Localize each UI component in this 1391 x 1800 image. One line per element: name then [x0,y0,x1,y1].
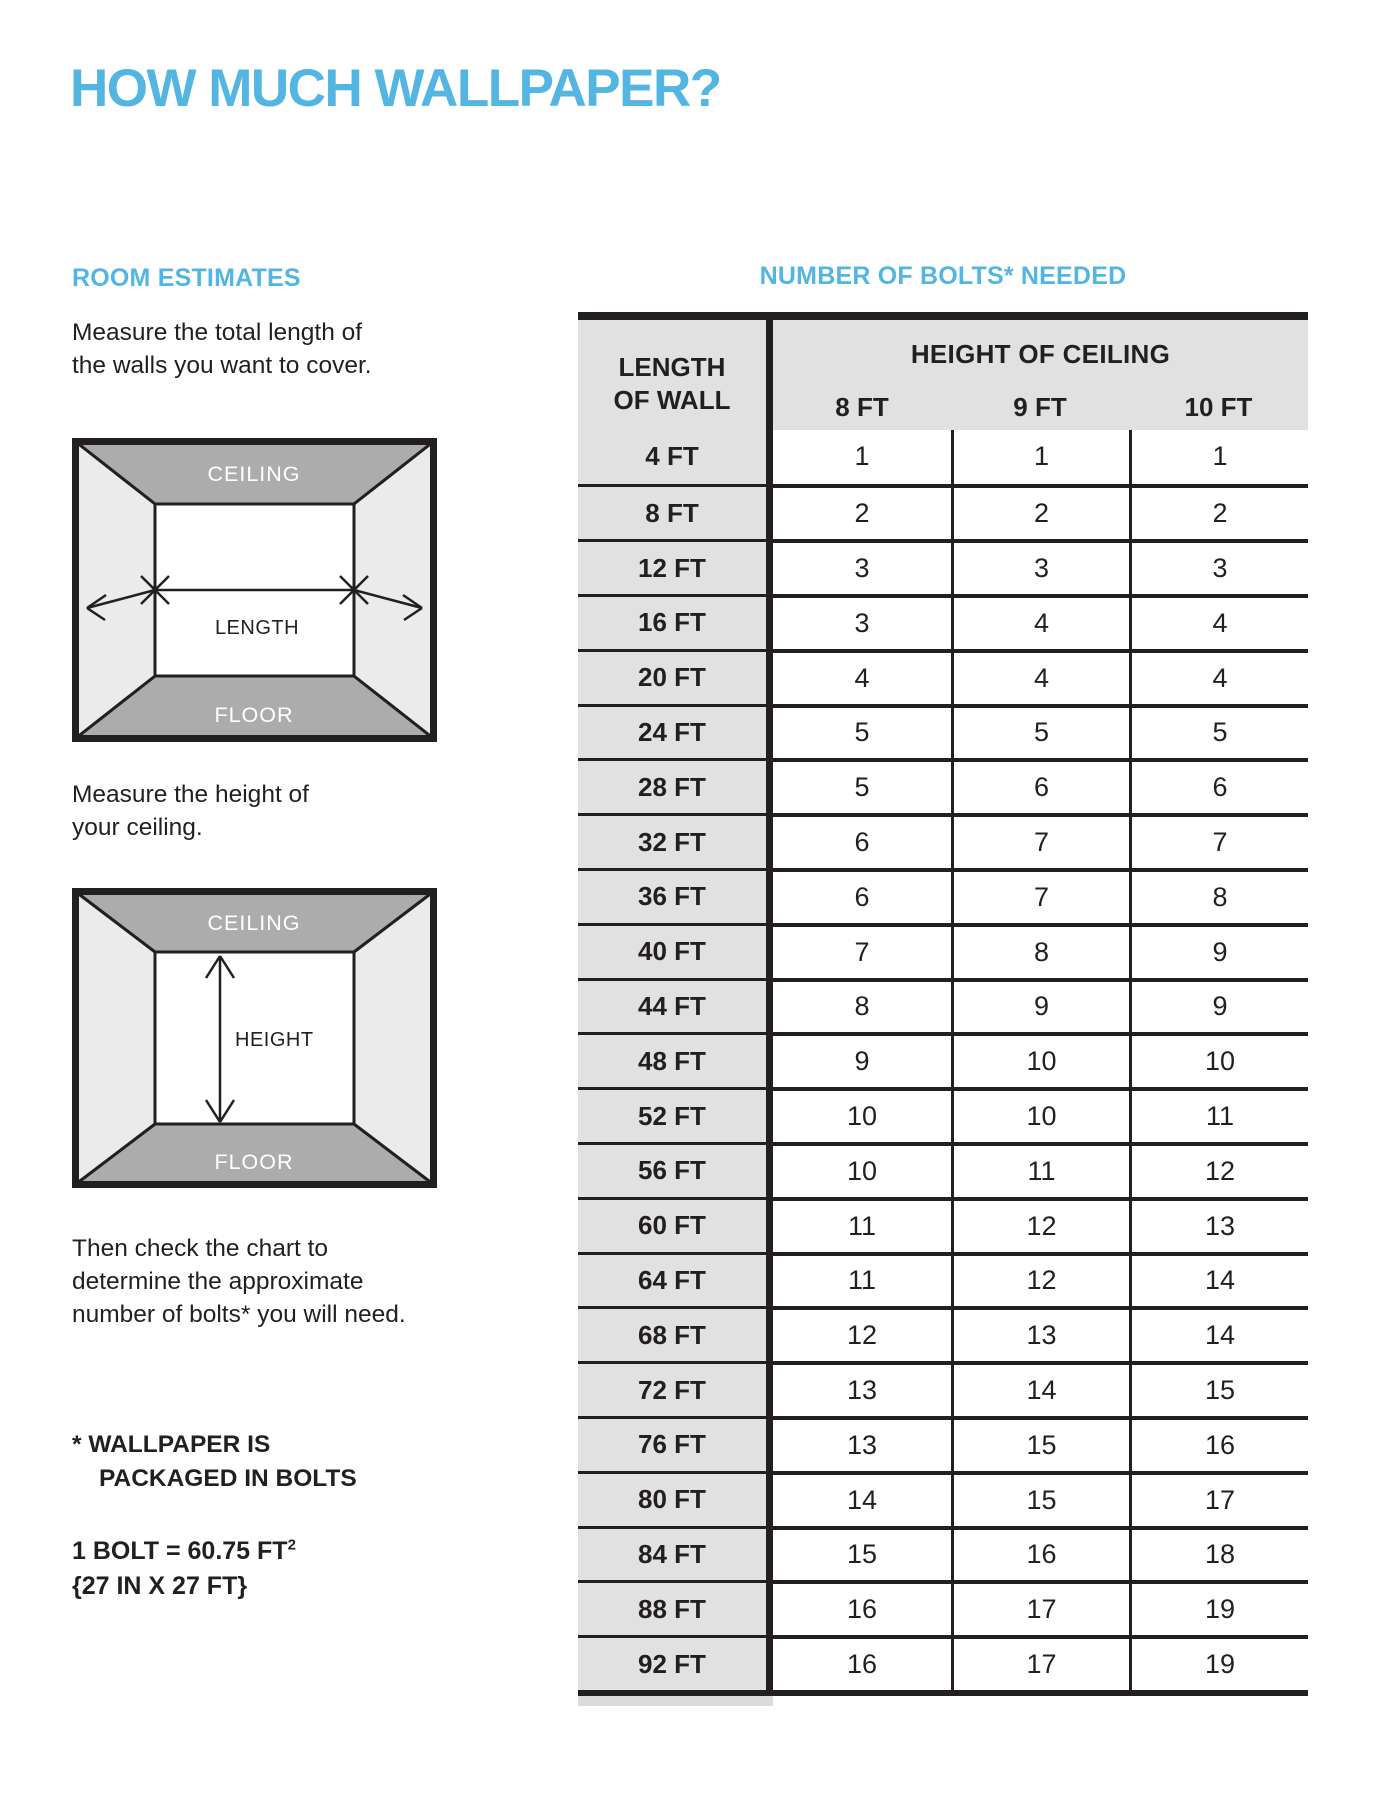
page-title: HOW MUCH WALLPAPER? [70,59,721,118]
bolts-value-cell: 5 [773,758,951,813]
length-cell: 56 FT [578,1142,773,1197]
paragraph-check-chart [72,1232,406,1331]
length-cell: 52 FT [578,1087,773,1142]
bolts-value-cell: 5 [951,704,1129,759]
paragraph-measure-height [72,778,309,844]
bolts-value-cell: 3 [773,594,951,649]
bolts-value-cell: 13 [773,1416,951,1471]
bolts-value-cell: 16 [1129,1416,1308,1471]
length-cell: 84 FT [578,1526,773,1581]
bolts-value-cell: 10 [773,1087,951,1142]
length-cell: 8 FT [578,484,773,539]
bolt-spec-line: 1 BOLT = 60.75 $FT^2$ [72,1537,296,1566]
bolts-value-cell: 4 [951,649,1129,704]
bolts-value-cell: 11 [773,1197,951,1252]
bolts-value-cell: 4 [951,594,1129,649]
length-cell: 4 FT [578,430,773,485]
height-label: HEIGHT [235,1029,314,1051]
ceiling-label: CEILING [207,911,301,935]
bolts-value-cell: 7 [773,923,951,978]
length-cell: 68 FT [578,1306,773,1361]
bolts-value-cell: 17 [1129,1471,1308,1526]
footnote-line: PACKAGED IN BOLTS [99,1465,357,1492]
bolts-value-cell: 8 [951,923,1129,978]
bolts-value-cell: 15 [1129,1361,1308,1416]
bolts-value-cell: 12 [951,1252,1129,1307]
bolts-value-cell: 12 [951,1197,1129,1252]
floor-label: FLOOR [214,1150,294,1174]
length-cell: 72 FT [578,1361,773,1416]
length-cell: 92 FT [578,1635,773,1690]
bolts-value-cell: 14 [1129,1306,1308,1361]
bolts-value-cell: 8 [1129,868,1308,923]
length-cell: 40 FT [578,923,773,978]
length-cell: 60 FT [578,1197,773,1252]
ceiling-height-diagram [72,888,437,1188]
bolts-value-cell: 19 [1129,1635,1308,1690]
bolts-value-cell: 4 [773,649,951,704]
length-cell: 32 FT [578,813,773,868]
header-line: OF WALL [613,385,731,415]
bolts-value-cell: 1 [951,430,1129,485]
bolts-value-cell: 6 [773,813,951,868]
bolts-value-cell: 10 [1129,1032,1308,1087]
bolts-value-cell: 3 [773,539,951,594]
bolts-value-cell: 15 [951,1471,1129,1526]
header-line: LENGTH [618,352,726,382]
bolts-value-cell: 12 [1129,1142,1308,1197]
bolts-value-cell: 6 [951,758,1129,813]
footnote-line: * WALLPAPER IS [72,1431,271,1458]
bolts-value-cell: 13 [951,1306,1129,1361]
bolts-value-cell: 6 [773,868,951,923]
wallpaper-bolts-footnote [72,1428,357,1496]
bolts-value-cell: 13 [1129,1197,1308,1252]
bolts-value-cell: 7 [951,868,1129,923]
bolts-value-cell: 10 [773,1142,951,1197]
ceiling-label: CEILING [207,462,301,486]
bolts-value-cell: 16 [773,1580,951,1635]
length-cell: 20 FT [578,649,773,704]
bolts-value-cell: 7 [951,813,1129,868]
paragraph-line: number of bolts* you will need. [72,1301,406,1328]
bolts-value-cell: 3 [951,539,1129,594]
bolts-value-cell: 6 [1129,758,1308,813]
column-header-10ft: 10 FT [1129,375,1308,437]
length-cell: 80 FT [578,1471,773,1526]
bolts-value-cell: 5 [773,704,951,759]
bolts-table [578,312,1308,1696]
bolts-value-cell: 7 [1129,813,1308,868]
bolts-value-cell: 2 [773,484,951,539]
bolts-value-cell: 8 [773,978,951,1033]
bolts-value-cell: 14 [773,1471,951,1526]
room-length-diagram [72,438,437,742]
bolts-value-cell: 10 [951,1032,1129,1087]
length-cell: 24 FT [578,704,773,759]
bolts-value-cell: 2 [951,484,1129,539]
bolts-value-cell: 1 [773,430,951,485]
length-cell: 76 FT [578,1416,773,1471]
paragraph-line: the walls you want to cover. [72,352,372,379]
bolts-value-cell: 4 [1129,649,1308,704]
length-cell: 64 FT [578,1252,773,1307]
bolts-value-cell: 5 [1129,704,1308,759]
superscript-two: 2 [287,1537,296,1554]
bolts-value-cell: 9 [1129,923,1308,978]
length-cell: 36 FT [578,868,773,923]
length-cell: 16 FT [578,594,773,649]
paragraph-line: Then check the chart to [72,1235,329,1262]
bolts-value-cell: 1 [1129,430,1308,485]
bolts-value-cell: 12 [773,1306,951,1361]
bolts-value-cell: 11 [951,1142,1129,1197]
section-heading-room-estimates: ROOM ESTIMATES [72,264,301,292]
column-header-9ft: 9 FT [951,375,1129,437]
bolts-value-cell: 13 [773,1361,951,1416]
bolts-value-cell: 3 [1129,539,1308,594]
bolts-value-cell: 11 [1129,1087,1308,1142]
length-cell: 12 FT [578,539,773,594]
bolts-value-cell: 19 [1129,1580,1308,1635]
table-heading: NUMBER OF BOLTS* NEEDED [759,262,1127,290]
paragraph-line: determine the approximate [72,1268,364,1295]
length-label: LENGTH [214,617,300,639]
bolts-value-cell: 15 [773,1526,951,1581]
paragraph-line: Measure the height of [72,781,309,808]
bolts-value-cell: 15 [951,1416,1129,1471]
bolts-value-cell: 9 [951,978,1129,1033]
length-cell: 48 FT [578,1032,773,1087]
bolts-value-cell: 17 [951,1635,1129,1690]
bolts-value-cell: 17 [951,1580,1129,1635]
bolts-value-cell: 4 [1129,594,1308,649]
bolt-spec-line: {27 IN X 27 FT} [72,1572,248,1601]
length-cell: 88 FT [578,1580,773,1635]
bolts-value-cell: 11 [773,1252,951,1307]
bolts-value-cell: 2 [1129,484,1308,539]
paragraph-measure-length [72,316,372,382]
paragraph-line: Measure the total length of [72,319,363,346]
bolts-value-cell: 14 [1129,1252,1308,1307]
bolts-value-cell: 16 [951,1526,1129,1581]
bolts-value-cell: 9 [773,1032,951,1087]
bolts-value-cell: 10 [951,1087,1129,1142]
floor-label: FLOOR [214,703,294,727]
length-cell: 44 FT [578,978,773,1033]
column-header-8ft: 8 FT [773,375,951,437]
bolts-value-cell: 9 [1129,978,1308,1033]
bolts-value-cell: 14 [951,1361,1129,1416]
bolt-size-spec [72,1528,296,1604]
bolts-value-cell: 18 [1129,1526,1308,1581]
length-cell: 28 FT [578,758,773,813]
height-of-ceiling-header: HEIGHT OF CEILING [773,320,1308,391]
bolts-value-cell: 16 [773,1635,951,1690]
paragraph-line: your ceiling. [72,814,203,841]
